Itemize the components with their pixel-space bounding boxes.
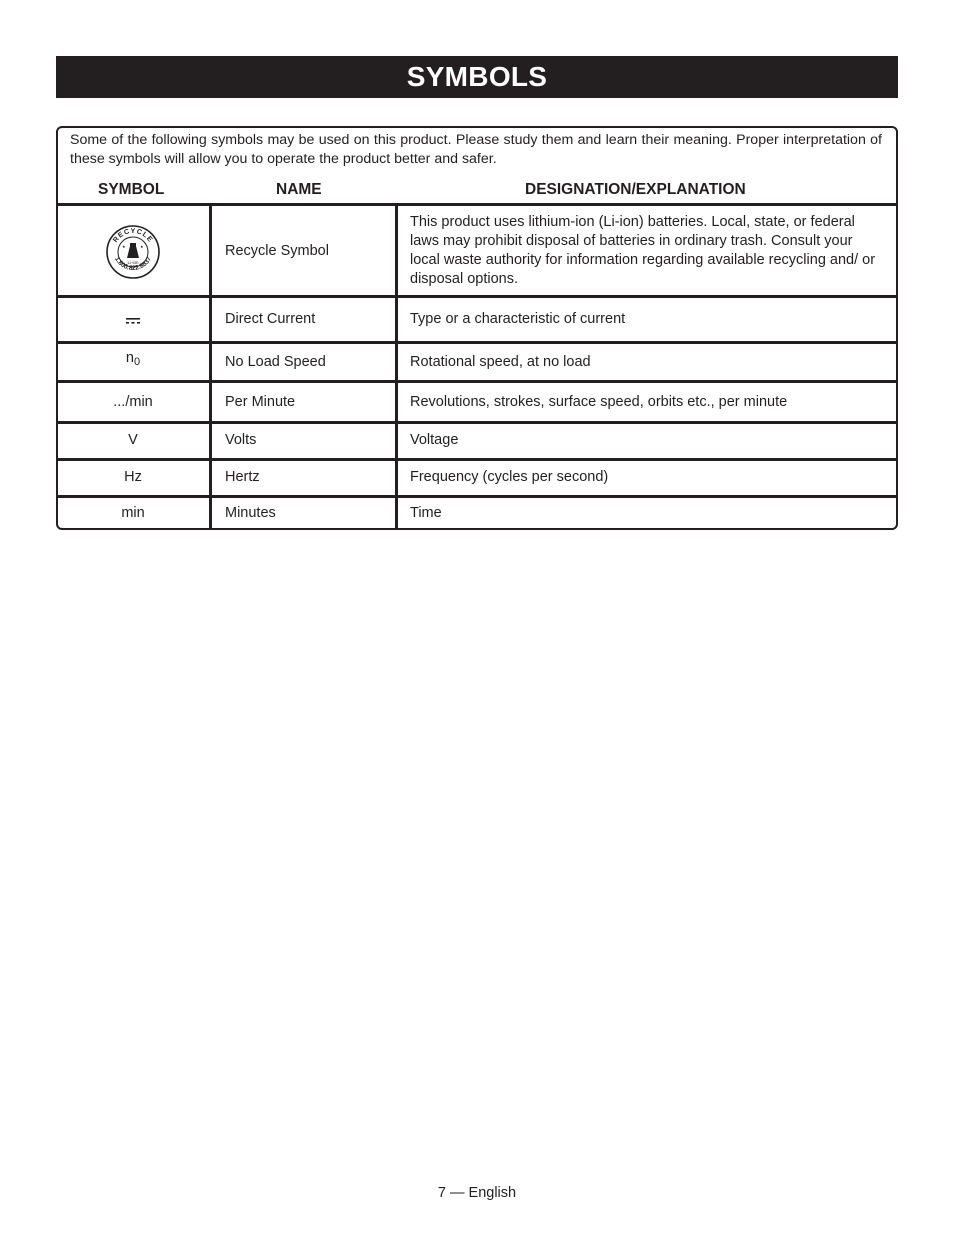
svg-text:RECYCLE: RECYCLE (112, 227, 154, 245)
recycle-seal-icon (105, 224, 161, 280)
table-row-symbol (58, 224, 208, 280)
header-symbol: SYMBOL (98, 181, 165, 198)
table-row-explanation: This product uses lithium-ion (Li-ion) batteries. Local, state, or federal laws may prohibit disposal of batteries in ordinary trash. Consult your local waste authority for information regarding available recycling and/ or disposal options. (410, 214, 876, 287)
row-divider (58, 295, 896, 298)
svg-text:★: ★ (140, 244, 144, 249)
svg-text:★: ★ (122, 244, 126, 249)
no-load-speed-symbol: n (125, 350, 134, 366)
table-row-name: Minutes (225, 505, 276, 521)
table-row-explanation: Revolutions, strokes, surface speed, orbits etc., per minute (410, 394, 788, 410)
header-name: NAME (276, 181, 322, 198)
table-row-symbol: V (128, 432, 138, 448)
row-divider (58, 495, 896, 498)
row-divider (58, 341, 896, 344)
row-divider (58, 458, 896, 461)
row-divider (58, 380, 896, 383)
table-row-symbol: min (121, 505, 145, 521)
table-row-explanation: Time (410, 505, 442, 521)
column-divider (395, 203, 398, 528)
table-row-explanation: Rotational speed, at no load (410, 354, 591, 370)
table-row-explanation: Voltage (410, 432, 459, 448)
header-explanation: DESIGNATION/EXPLANATION (525, 181, 746, 198)
symbols-table (56, 126, 898, 530)
svg-text:Li-ion: Li-ion (127, 260, 139, 265)
row-divider (58, 203, 896, 206)
table-row-name: Recycle Symbol (225, 243, 329, 259)
page-title: SYMBOLS (56, 56, 898, 98)
no-load-speed-subscript: 0 (133, 356, 141, 368)
table-row-symbol (58, 317, 208, 325)
table-row-explanation: Frequency (cycles per second) (410, 469, 609, 485)
table-row-name: No Load Speed (225, 354, 326, 370)
table-row-symbol: .../min (113, 394, 153, 410)
page-footer: 7 — English (437, 1185, 517, 1201)
intro-text: Some of the following symbols may be used on this product. Please study them and learn their meaning. Proper interpretation of these symbols will allow you to operate the product better and safer. (70, 132, 882, 167)
table-row-symbol (58, 349, 208, 372)
column-divider (209, 203, 212, 528)
table-row-name: Volts (225, 432, 257, 448)
table-row-name: Direct Current (225, 311, 316, 327)
row-divider (58, 421, 896, 424)
svg-text:1.800.822.8837: 1.800.822.8837 (113, 255, 153, 273)
table-row-name: Per Minute (225, 394, 296, 410)
table-row-name: Hertz (225, 469, 260, 485)
direct-current-icon (125, 317, 141, 325)
table-row-explanation: Type or a characteristic of current (410, 311, 626, 327)
table-row-symbol: Hz (124, 469, 142, 485)
